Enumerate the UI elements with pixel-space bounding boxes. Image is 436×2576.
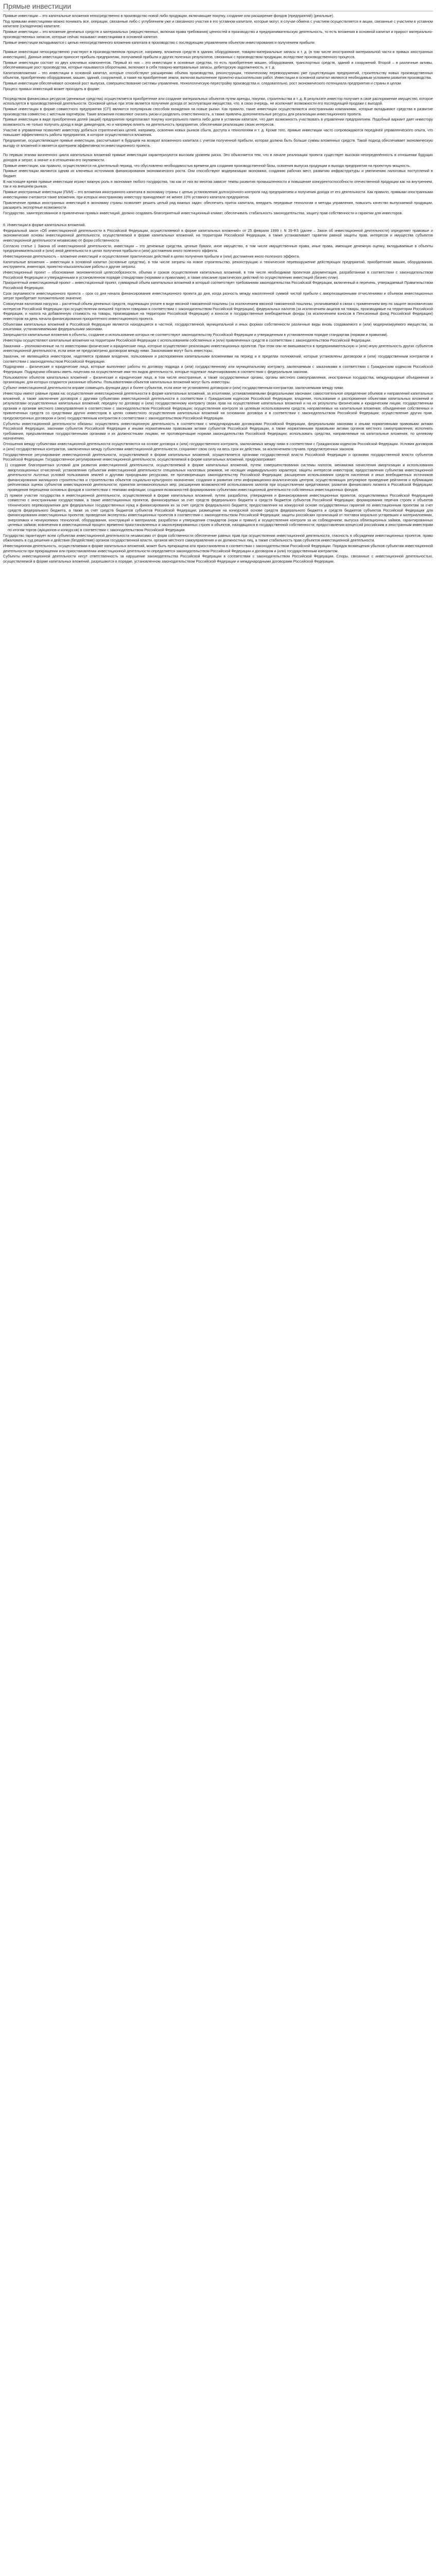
paragraph: Инвесторы осуществляют капитальные вложения на территории Российской Федерации с использованием собственных и (или) привлеченных средств в соответствии с законодательством Российской Федерации. xyxy=(3,337,372,343)
paragraph: Подрядчики – физические и юридические лица, которые выполняют работы по договору подряда и (или) государственному или муниципальному контракту, заключаемым с заказчиками в соответствии с Гражданским кодексом Российской Федерации. Подрядчики обязаны иметь лицензию на осуществление ими тех видов деятельности, которые подлежат лицензированию в соответствии с федеральным законом. xyxy=(3,364,433,374)
paragraph: Привлечение прямых иностранных инвестиций в экономику страны позволяет решить целый ряд важных задач: обеспечить приток капитала, внедрить передовые технологии и методы управления, повысить качество выпускаемой продукции, расширить экспортные возможности. xyxy=(3,200,433,210)
paragraph: В настоящее время прямые инвестиции играют важную роль в экономике любого государства, так как от них во многом зависят темпы развития промышленности и повышение конкурентоспособности отечественной продукции как на внутреннем, так и на внешнем рынках. xyxy=(3,179,433,189)
paragraph: Посредством финансовых ресурсов (денежные средства) осуществляется приобретение или создание материальных объектов путем аренды, покупки, строительства и т. д. В результате инвестор получает в своё распоряжение имущество, которое используется в производственной деятельности. Основной целью при этом является получение дохода от эксплуатации имущества, что, в свою очередь, не исключает возможности его последующей продажи с выгодой. xyxy=(3,96,433,106)
paragraph: Прямые инвестиции – это вложение денежных средств и материальных (имущественных, включая права требования) ценностей в производство и предпринимательскую деятельность, то есть вложения в основной капитал и прирост материально-производственных запасов, которые сейчас называют инвестициями в основной капитал. xyxy=(3,29,433,39)
page-title: Прямые инвестиции xyxy=(3,2,433,11)
paragraph: Капиталовложения – это инвестиции в основной капитал, которые способствуют расширению объема производства, реконструкции, техническому перевооружению уже существующих предприятий, строительству новых производственных объектов, приобретению оборудования, машин, зданий, сооружений, а также на приобретение земли, включая выполнение проектно-изыскательских работ. Инвестиции в основной капитал являются необходимым условием развития производства. xyxy=(3,70,433,80)
paragraph: Федеральный закон «Об инвестиционной деятельности в Российской Федерации, осуществляемой в форме капитальных вложений» от 25 февраля 1999 г. N 39-ФЗ (далее – Закон об инвестиционной деятельности) определяет правовые и экономические основы инвестиционной деятельности, осуществляемой в форме капитальных вложений, на территории Российской Федерации, а также устанавливает гарантии равной защиты прав, интересов и имущества субъектов инвестиционной деятельности независимо от форм собственности. xyxy=(3,228,433,243)
paragraph: Предприятие, осуществляющее прямые инвестиции, рассчитывает в будущем на возврат вложенного капитала с учетом полученной прибыли, которая должна быть больше суммы вложенных средств. Такой подход обеспечивает экономическую выгоду от вложений и является критерием эффективности инвестиционного проекта. xyxy=(3,138,433,148)
text-section xyxy=(3,13,433,216)
paragraph: Под прямыми инвестициями можно понимать все, операции, связанные либо с углублением уже и связанного участия в его уставном капитале, которые могут, в случае обмена с участием осуществляется в акции, связанные с участием в уставном капитале (складочном) капитале. xyxy=(3,19,433,29)
section-spacer xyxy=(3,216,433,223)
paragraph: Государство, заинтересованное в привлечении прямых инвестиций, должно создавать благоприятный инвестиционный климат, обеспечивать стабильность законодательства, защиту прав собственности и гарантии для инвесторов. xyxy=(3,210,403,215)
paragraph: Инвесторы имеют равные права на: осуществление инвестиционной деятельности в форме капитальных вложений, за изъятиями, устанавливаемыми федеральными законами; самостоятельное определение объемов и направлений капитальных вложений, а также заключение договоров с другими субъектами инвестиционной деятельности в соответствии с Гражданским кодексом Российской Федерации; владение, пользование и распоряжение объектами капитальных вложений и результатами осуществленных капитальных вложений; передачу по договору и (или) государственному контракту своих прав на осуществление капитальных вложений и на их результаты физическим и юридическим лицам, государственным органам и органам местного самоуправления в соответствии с законодательством Российской Федерации; осуществление контроля за целевым использованием средств, направляемых на капитальные вложения; объединение собственных и привлеченных средств со средствами других инвесторов в целях совместного осуществления капитальных вложений на основании договора и в соответствии с законодательством Российской Федерации; осуществление других прав, предусмотренных договором и (или) государственным контрактом в соответствии с законодательством Российской Федерации. xyxy=(3,391,433,420)
paragraph: 6. Инвестиции в форме капитальных вложений. xyxy=(3,222,86,227)
paragraph: Государство гарантирует всем субъектам инвестиционной деятельности независимо от форм собственности обеспечение равных прав при осуществлении инвестиционной деятельности, гласность в обсуждении инвестиционных проектов, право обжаловать в суд решения и действия (бездействие) органов государственной власти, органов местного самоуправления и их должностных лиц, а также стабильность прав субъектов инвестиционной деятельности. xyxy=(3,533,433,543)
paragraph: Прямые инвестиции являются одним из ключевых источников финансирования экономического роста. Они способствуют модернизации экономики, созданию рабочих мест, развитию инфраструктуры и увеличению налоговых поступлений в бюджет. xyxy=(3,168,433,179)
paragraph: Участие в управлении позволяет инвестору добиться стратегических целей, например, освоения новых рынков сбыта, доступа к технологиям и т. д. Кроме того, прямые инвестиции часто сопровождаются передачей управленческого опыта, что повышает эффективность работы предприятия, в которое осуществляются вложения. xyxy=(3,127,433,138)
document-page xyxy=(0,0,436,570)
paragraph: Прямые иностранные инвестиции (ПИИ) – это вложения иностранного капитала в экономику страны с целью установления долгосрочного контроля над предприятием и получения дохода от его деятельности. Как правило, прямыми иностранными инвестициями считаются такие вложения, при которых иностранному инвестору принадлежит не менее 10% уставного капитала предприятия. xyxy=(3,190,433,199)
paragraph: Прямые инвестиции, как правило, осуществляются на длительный период, что обусловлено необходимостью времени для создания производственной базы, освоения выпуска продукции и выхода предприятия на проектную мощность. xyxy=(3,163,411,168)
paragraph: Срок окупаемости инвестиционного проекта – срок со дня начала финансирования инвестиционного проекта до дня, когда разность между накопленной суммой чистой прибыли с амортизационными отчислениями и объемом инвестиционных затрат приобретает положительное значение. xyxy=(3,291,433,301)
paragraph: Объектами капитальных вложений в Российской Федерации являются находящиеся в частной, государственной, муниципальной и иных формах собственности различные виды вновь создаваемого и (или) модернизируемого имущества, за изъятиями, устанавливаемыми федеральными законами. xyxy=(3,321,433,332)
paragraph: Инвестиционная деятельность – вложение инвестиций и осуществление практических действий в целях получения прибыли и (или) достижения иного полезного эффекта. xyxy=(3,253,300,259)
paragraph: Государственное регулирование инвестиционной деятельности, осуществляемой в форме капитальных вложений, осуществляется органами государственной власти Российской Федерации и органами государственной власти субъектов Российской Федерации. Государственное регулирование инвестиционной деятельности, осуществляемой в форме капитальных вложений, предусматривает: xyxy=(3,452,433,462)
paragraph: Прямые инвестиции в форме совместного предприятия (СП) являются популярным способом вхождения на новые рынки. Как правило, такие инвестиции осуществляются иностранными компаниями, которые вкладывают средства в развитие производства совместно с местным партнёром. Такие вложения позволяют снизить риски и разделить ответственность, а также привлечь дополнительные ресурсы для реализации инвестиционного проекта. xyxy=(3,107,433,116)
paragraph: Прямые инвестиции обеспечивают основной рост выпуска, совершенствование системы управления, технологическую перестройку производства и, следовательно, рост экономического потенциала предприятия и страны в целом. xyxy=(3,81,402,86)
paragraph: Пользователи объектов капитальных вложений – физические и юридические лица, в том числе иностранные, а также государственные органы, органы местного самоуправления, иностранные государства, международные объединения и организации, для которых создаются указанные объекты. Пользователями объектов капитальных вложений могут быть инвесторы. xyxy=(3,375,433,385)
paragraph: Субъекты инвестиционной деятельности обязаны: осуществлять инвестиционную деятельность в соответствии с международными договорами Российской Федерации, федеральными законами и иными нормативными правовыми актами Российской Федерации, законами субъектов Российской Федерации и иными нормативными правовыми актами субъектов Российской Федерации, а также нормативными правовыми актами органов местного самоуправления; исполнять требования, предъявляемые государственными органами и их должностными лицами, не противоречащие нормам законодательства Российской Федерации; использовать средства, направляемые на капитальные вложения, по целевому назначению. xyxy=(3,421,433,441)
paragraph: Отношения между субъектами инвестиционной деятельности осуществляются на основе договора и (или) государственного контракта, заключаемых между ними в соответствии с Гражданским кодексом Российской Федерации. Условия договоров и (или) государственных контрактов, заключенных между субъектами инвестиционной деятельности, сохраняют свою силу на весь срок их действия, за исключением случаев, предусмотренных законом. xyxy=(3,442,433,451)
paragraph: Заказчики – уполномоченные на то инвесторами физические и юридические лица, которые осуществляют реализацию инвестиционных проектов. При этом они не вмешиваются в предпринимательскую и (или) иную деятельность других субъектов инвестиционной деятельности, если иное не предусмотрено договором между ними. Заказчиками могут быть инвесторы. xyxy=(3,343,433,353)
paragraph: Субъекты инвестиционной деятельности несут ответственность за нарушение законодательства Российской Федерации в соответствии с законодательством Российской Федерации. Споры, связанные с инвестиционной деятельностью, осуществляемой в форме капитальных вложений, разрешаются в порядке, установленном законодательством Российской Федерации и международными договорами Российской Федерации. xyxy=(3,554,433,564)
paragraph: Прямые инвестиции непосредственно участвуют в производственном процессе, например, вложения средств в здания, оборудование, товарно-материальные запасы и т. д. (в том числе иностранной материальной части в прямых иностранных инвестициях). Данные инвестиции приносят прибыль предприятию, получаемой прибыли и других полезных результатов, связанных с производством продукции, вследствие производственного процесса. xyxy=(3,49,433,59)
paragraph: Совокупная налоговая нагрузка – расчетный объем денежных средств, подлежащих уплате в виде ввозной таможенной пошлины (за исключением ввозной таможенной пошлины, уплачиваемой в связи с применением мер по защите экономических интересов Российской Федерации при осуществлении внешней торговли товарами в соответствии с законодательством Российской Федерации), федеральных налогов (за исключением акцизов на товары, производимые на территории Российской Федерации, и налога на добавленную стоимость на товары, производимые на территории Российской Федерации) и взносов в государственные внебюджетные фонды (за исключением взносов в Пенсионный фонд Российской Федерации) инвестором на день начала финансирования приоритетного инвестиционного проекта. xyxy=(3,301,433,321)
paragraph: Субъект инвестиционной деятельности вправе совмещать функции двух и более субъектов, если иное не установлено договором и (или) государственным контрактом, заключаемыми между ними. xyxy=(3,385,344,391)
paragraph: Запрещаются капитальные вложения в объекты, создание и использование которых не соответствуют законодательству Российской Федерации и утвержденным в установленном порядке стандартам (нормам и правилам). xyxy=(3,332,388,337)
paragraph: Прямые инвестиции состоят из двух ключевых компонентов. Первый из них – это инвестиции в основные средства, то есть приобретение машин, оборудования, транспортных средств, зданий и сооружений. Второй – в различные активы, обеспечивающие рост производства, которые называются оборотными, включают в себя товарно-материальные запасы, дебиторскую задолженность, и т. д. xyxy=(3,60,433,70)
paragraph: Прямые инвестиции в виде приобретения долей (акций) предприятия предполагают покупку контрольного пакета либо доли в уставном капитале, что дает возможность участвовать в управлении предприятием. Подобный вариант дает инвестору возможность не только получать доход в виде дивидендов, но и напрямую влиять на деятельность предприятия, обеспечивая реализацию своих интересов. xyxy=(3,117,433,127)
paragraph: Процесс прямых инвестиций может проходить в форме: xyxy=(3,87,100,92)
paragraph: По первым этапам жизненного цикла капитальных вложений прямые инвестиции характеризуются высоким уровнем риска. Это объясняется тем, что в начале реализации проекта существует высокая неопределённость в отношении будущих доходов и затрат, а значит и в отношении его окупаемости. xyxy=(3,152,433,162)
document-body xyxy=(3,13,433,564)
paragraph: Приоритетный инвестиционный проект – инвестиционный проект, суммарный объем капитальных вложений в который соответствует требованиям законодательства Российской Федерации, включенный в перечень, утверждаемый Правительством Российской Федерации. xyxy=(3,280,433,290)
paragraph: 2) прямое участие государства в инвестиционной деятельности, осуществляемой в форме капитальных вложений, путем: разработки, утверждения и финансирования инвестиционных проектов, осуществляемых Российской Федерацией совместно с иностранными государствами, а также инвестиционных проектов, финансируемых за счет средств федерального бюджета и средств бюджетов субъектов Российской Федерации; формирования перечня строек и объектов технического перевооружения для федеральных государственных нужд и финансирования их за счет средств федерального бюджета; предоставления на конкурсной основе государственных гарантий по инвестиционным проектам за счет средств федерального бюджета, а также за счет средств бюджетов субъектов Российской Федерации; размещения на конкурсной основе средств федерального бюджета и средств бюджетов субъектов Российской Федерации для финансирования инвестиционных проектов; проведения экспертизы инвестиционных проектов в соответствии с законодательством Российской Федерации; защиты российских организаций от поставок морально устаревших и материалоемких, энергоемких и ненаукоемких технологий, оборудования, конструкций и материалов; разработки и утверждения стандартов (норм и правил) и осуществления контроля за их соблюдением; выпуска облигационных займов, гарантированных целевых займов; вовлечения в инвестиционный процесс временно приостановленных и законсервированных строек и объектов, находящихся в государственной собственности; предоставления концессий российским и иностранным инвесторам по итогам торгов (аукционов и конкурсов) в соответствии с законодательством Российской Федерации. xyxy=(5,493,433,532)
paragraph: Инвестиционный проект – обоснование экономической целесообразности, объема и сроков осуществления капитальных вложений, в том числе необходимая проектная документация, разработанная в соответствии с законодательством Российской Федерации и утвержденными в установленном порядке стандартами (нормами и правилами), а также описание практических действий по осуществлению инвестиций (бизнес-план). xyxy=(3,270,433,280)
paragraph: Инвестиционная деятельность, осуществляемая в форме капитальных вложений, может быть прекращена или приостановлена в соответствии с законодательством Российской Федерации. Порядок возмещения убытков субъектам инвестиционной деятельности при прекращении или приостановлении инвестиционной деятельности определяется законодательством Российской Федерации и договором и (или) государственным контрактом. xyxy=(3,544,433,553)
paragraph: 1) создание благоприятных условий для развития инвестиционной деятельности, осуществляемой в форме капитальных вложений, путем: совершенствования системы налогов, механизма начисления амортизации и использования амортизационных отчислений; установления субъектам инвестиционной деятельности специальных налоговых режимов, не носящих индивидуального характера; защиты интересов инвесторов; предоставления субъектам инвестиционной деятельности льготных условий пользования землей и другими природными ресурсами, не противоречащих законодательству Российской Федерации; расширения использования средств населения и иных внебюджетных источников финансирования жилищного строительства и строительства объектов социально-культурного назначения; создания и развития сети информационно-аналитических центров, осуществляющих регулярное проведение рейтингов и публикацию рейтинговых оценок субъектов инвестиционной деятельности; принятия антимонопольных мер; расширения возможностей использования залогов при осуществлении кредитования; развития финансового лизинга в Российской Федерации; проведения переоценки основных фондов в соответствии с темпами инфляции; создания возможностей формирования субъектами инвестиционной деятельности собственных инвестиционных фондов; xyxy=(5,463,433,492)
paragraph: Прямые инвестиции вкладываются с целью непосредственного вложения капитала в производство с последующим управлением объектом инвестирования и получением прибыли. xyxy=(3,40,316,45)
paragraph: Заказчик, не являющийся инвестором, наделяется правами владения, пользования и распоряжения капитальными вложениями на период и в пределах полномочий, которые установлены договором и (или) государственным контрактом в соответствии с законодательством Российской Федерации. xyxy=(3,354,433,364)
paragraph: Прямые инвестиции – это капитальные вложения непосредственно в производство новой либо продукции, включающие покупку, создание или расширение фондов (предприятий) (реальные). xyxy=(3,13,335,18)
paragraph: Капитальные вложения – инвестиции в основной капитал (основные средства), в том числе затраты на новое строительство, реконструкцию и техническое перевооружение действующих предприятий, приобретение машин, оборудования, инструмента, инвентаря, проектно-изыскательские работы и другие затраты. xyxy=(3,259,433,269)
text-section xyxy=(3,223,433,564)
paragraph: Согласно статье 1 Закона об инвестиционной деятельности, инвестиции – это денежные средства, ценные бумаги, иное имущество, в том числе имущественные права, иные права, имеющие денежную оценку, вкладываемые в объекты предпринимательской и (или) иной деятельности в целях получения прибыли и (или) достижения иного полезного эффекта. xyxy=(3,243,433,253)
